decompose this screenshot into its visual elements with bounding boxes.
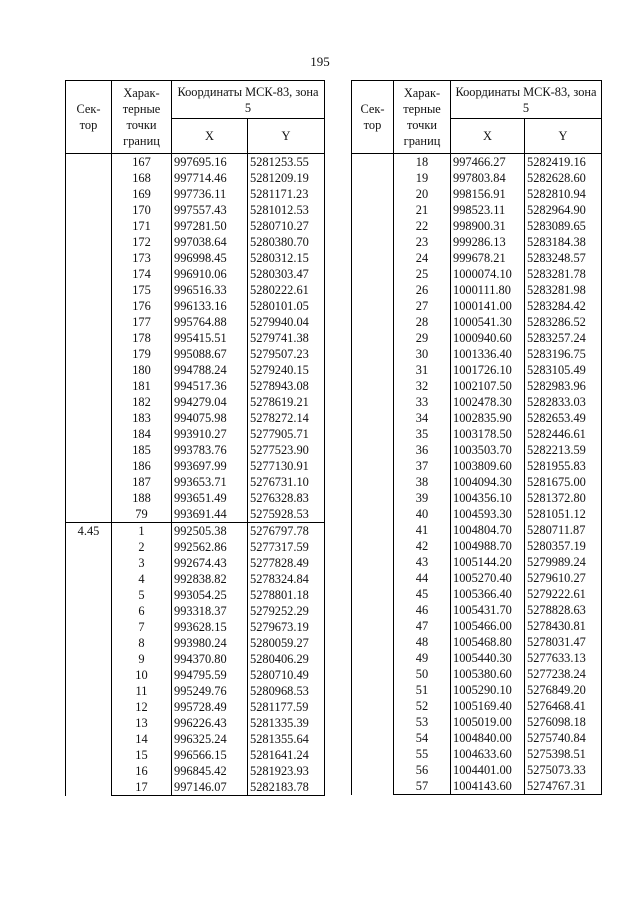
x-coordinate-cell: 994075.98: [172, 410, 248, 426]
y-coordinate-cell: 5282183.78: [248, 779, 325, 796]
y-coordinate-cell: 5276731.10: [248, 474, 325, 490]
y-coordinate-cell: 5279222.61: [525, 586, 602, 602]
point-number-cell: 51: [394, 682, 451, 698]
y-coordinate-cell: 5282964.90: [525, 202, 602, 218]
x-coordinate-cell: 1004401.00: [451, 762, 525, 778]
y-coordinate-cell: 5278324.84: [248, 571, 325, 587]
point-number-cell: 18: [394, 154, 451, 171]
x-coordinate-cell: 993628.15: [172, 619, 248, 635]
point-number-cell: 41: [394, 522, 451, 538]
point-number-cell: 5: [112, 587, 172, 603]
x-coordinate-cell: 995088.67: [172, 346, 248, 362]
x-coordinate-cell: 1005366.40: [451, 586, 525, 602]
point-number-cell: 179: [112, 346, 172, 362]
x-coordinate-cell: 1002107.50: [451, 378, 525, 394]
table-row: [352, 154, 602, 171]
x-coordinate-cell: 994788.24: [172, 362, 248, 378]
x-coordinate-cell: 1005270.40: [451, 570, 525, 586]
header-points: Харак-терные точки границ: [394, 81, 451, 154]
x-coordinate-cell: 998523.11: [451, 202, 525, 218]
y-coordinate-cell: 5279741.38: [248, 330, 325, 346]
y-coordinate-cell: 5278430.81: [525, 618, 602, 634]
point-number-cell: 170: [112, 202, 172, 218]
y-coordinate-cell: 5276328.83: [248, 490, 325, 506]
point-number-cell: 9: [112, 651, 172, 667]
point-number-cell: 178: [112, 330, 172, 346]
y-coordinate-cell: 5281051.12: [525, 506, 602, 522]
point-number-cell: 37: [394, 458, 451, 474]
point-number-cell: 19: [394, 170, 451, 186]
point-number-cell: 12: [112, 699, 172, 715]
y-coordinate-cell: 5281253.55: [248, 154, 325, 171]
y-coordinate-cell: 5282419.16: [525, 154, 602, 171]
y-coordinate-cell: 5277130.91: [248, 458, 325, 474]
y-coordinate-cell: 5280303.47: [248, 266, 325, 282]
point-number-cell: 42: [394, 538, 451, 554]
point-number-cell: 11: [112, 683, 172, 699]
x-coordinate-cell: 996566.15: [172, 747, 248, 763]
point-number-cell: 23: [394, 234, 451, 250]
y-coordinate-cell: 5280710.27: [248, 218, 325, 234]
header-sector: Сек-тор: [352, 81, 394, 154]
point-number-cell: 27: [394, 298, 451, 314]
point-number-cell: 181: [112, 378, 172, 394]
x-coordinate-cell: 1005466.00: [451, 618, 525, 634]
point-number-cell: 57: [394, 778, 451, 795]
x-coordinate-cell: 993691.44: [172, 506, 248, 523]
y-coordinate-cell: 5276468.41: [525, 698, 602, 714]
x-coordinate-cell: 998900.31: [451, 218, 525, 234]
point-number-cell: 32: [394, 378, 451, 394]
point-number-cell: 175: [112, 282, 172, 298]
y-coordinate-cell: 5281209.19: [248, 170, 325, 186]
y-coordinate-cell: 5278828.63: [525, 602, 602, 618]
point-number-cell: 171: [112, 218, 172, 234]
x-coordinate-cell: 993318.37: [172, 603, 248, 619]
x-coordinate-cell: 996133.16: [172, 298, 248, 314]
x-coordinate-cell: 1000141.00: [451, 298, 525, 314]
x-coordinate-cell: 995415.51: [172, 330, 248, 346]
right-table-body: [352, 154, 602, 795]
x-coordinate-cell: 1000074.10: [451, 266, 525, 282]
point-number-cell: 180: [112, 362, 172, 378]
y-coordinate-cell: 5277905.71: [248, 426, 325, 442]
point-number-cell: 29: [394, 330, 451, 346]
point-number-cell: 22: [394, 218, 451, 234]
y-coordinate-cell: 5281012.53: [248, 202, 325, 218]
y-coordinate-cell: 5280357.19: [525, 538, 602, 554]
x-coordinate-cell: 996516.33: [172, 282, 248, 298]
header-x: X: [172, 119, 248, 154]
y-coordinate-cell: 5278943.08: [248, 378, 325, 394]
point-number-cell: 26: [394, 282, 451, 298]
point-number-cell: 184: [112, 426, 172, 442]
x-coordinate-cell: 1002835.90: [451, 410, 525, 426]
y-coordinate-cell: 5277317.59: [248, 539, 325, 555]
y-coordinate-cell: 5280406.29: [248, 651, 325, 667]
point-number-cell: 1: [112, 523, 172, 540]
point-number-cell: 177: [112, 314, 172, 330]
point-number-cell: 53: [394, 714, 451, 730]
point-number-cell: 39: [394, 490, 451, 506]
point-number-cell: 43: [394, 554, 451, 570]
x-coordinate-cell: 1001726.10: [451, 362, 525, 378]
y-coordinate-cell: 5282446.61: [525, 426, 602, 442]
x-coordinate-cell: 1000541.30: [451, 314, 525, 330]
y-coordinate-cell: 5279610.27: [525, 570, 602, 586]
y-coordinate-cell: 5283248.57: [525, 250, 602, 266]
x-coordinate-cell: 997736.11: [172, 186, 248, 202]
x-coordinate-cell: 1005144.20: [451, 554, 525, 570]
y-coordinate-cell: 5283184.38: [525, 234, 602, 250]
header-sector: Сек-тор: [66, 81, 112, 154]
y-coordinate-cell: 5280710.49: [248, 667, 325, 683]
x-coordinate-cell: 1005468.80: [451, 634, 525, 650]
y-coordinate-cell: 5280312.15: [248, 250, 325, 266]
y-coordinate-cell: 5281923.93: [248, 763, 325, 779]
x-coordinate-cell: 1005290.10: [451, 682, 525, 698]
header-x: X: [451, 119, 525, 154]
point-number-cell: 174: [112, 266, 172, 282]
point-number-cell: 13: [112, 715, 172, 731]
y-coordinate-cell: 5279240.15: [248, 362, 325, 378]
x-coordinate-cell: 994279.04: [172, 394, 248, 410]
x-coordinate-cell: 997695.16: [172, 154, 248, 171]
point-number-cell: 172: [112, 234, 172, 250]
x-coordinate-cell: 993653.71: [172, 474, 248, 490]
point-number-cell: 10: [112, 667, 172, 683]
x-coordinate-cell: 997281.50: [172, 218, 248, 234]
header-points: Харак-терные точки границ: [112, 81, 172, 154]
x-coordinate-cell: 993651.49: [172, 490, 248, 506]
point-number-cell: 185: [112, 442, 172, 458]
x-coordinate-cell: 994370.80: [172, 651, 248, 667]
point-number-cell: 48: [394, 634, 451, 650]
point-number-cell: 8: [112, 635, 172, 651]
header-y: Y: [248, 119, 325, 154]
y-coordinate-cell: 5282983.96: [525, 378, 602, 394]
x-coordinate-cell: 1004593.30: [451, 506, 525, 522]
y-coordinate-cell: 5276098.18: [525, 714, 602, 730]
x-coordinate-cell: 999286.13: [451, 234, 525, 250]
y-coordinate-cell: 5275398.51: [525, 746, 602, 762]
y-coordinate-cell: 5281355.64: [248, 731, 325, 747]
left-table-body: [66, 154, 325, 796]
x-coordinate-cell: 992562.86: [172, 539, 248, 555]
x-coordinate-cell: 996325.24: [172, 731, 248, 747]
header-y: Y: [525, 119, 602, 154]
x-coordinate-cell: 1004804.70: [451, 522, 525, 538]
y-coordinate-cell: 5279989.24: [525, 554, 602, 570]
y-coordinate-cell: 5276849.20: [525, 682, 602, 698]
y-coordinate-cell: 5278031.47: [525, 634, 602, 650]
point-number-cell: 183: [112, 410, 172, 426]
x-coordinate-cell: 1005169.40: [451, 698, 525, 714]
point-number-cell: 20: [394, 186, 451, 202]
point-number-cell: 50: [394, 666, 451, 682]
x-coordinate-cell: 1002478.30: [451, 394, 525, 410]
x-coordinate-cell: 997466.27: [451, 154, 525, 171]
y-coordinate-cell: 5283286.52: [525, 314, 602, 330]
y-coordinate-cell: 5275740.84: [525, 730, 602, 746]
point-number-cell: 2: [112, 539, 172, 555]
point-number-cell: 17: [112, 779, 172, 796]
x-coordinate-cell: 1004633.60: [451, 746, 525, 762]
y-coordinate-cell: 5281177.59: [248, 699, 325, 715]
x-coordinate-cell: 996998.45: [172, 250, 248, 266]
point-number-cell: 34: [394, 410, 451, 426]
x-coordinate-cell: 1004988.70: [451, 538, 525, 554]
y-coordinate-cell: 5283281.78: [525, 266, 602, 282]
y-coordinate-cell: 5282833.03: [525, 394, 602, 410]
point-number-cell: 169: [112, 186, 172, 202]
x-coordinate-cell: 1005380.60: [451, 666, 525, 682]
x-coordinate-cell: 997146.07: [172, 779, 248, 796]
y-coordinate-cell: 5280711.87: [525, 522, 602, 538]
x-coordinate-cell: 995728.49: [172, 699, 248, 715]
y-coordinate-cell: 5282653.49: [525, 410, 602, 426]
y-coordinate-cell: 5277828.49: [248, 555, 325, 571]
x-coordinate-cell: 994517.36: [172, 378, 248, 394]
y-coordinate-cell: 5283105.49: [525, 362, 602, 378]
y-coordinate-cell: 5282213.59: [525, 442, 602, 458]
x-coordinate-cell: 995764.88: [172, 314, 248, 330]
y-coordinate-cell: 5275073.33: [525, 762, 602, 778]
point-number-cell: 176: [112, 298, 172, 314]
x-coordinate-cell: 1000940.60: [451, 330, 525, 346]
point-number-cell: 79: [112, 506, 172, 523]
sector-cell: [352, 154, 394, 795]
y-coordinate-cell: 5281335.39: [248, 715, 325, 731]
point-number-cell: 30: [394, 346, 451, 362]
point-number-cell: 38: [394, 474, 451, 490]
x-coordinate-cell: 997714.46: [172, 170, 248, 186]
sector-cell: [66, 154, 112, 523]
y-coordinate-cell: 5278801.18: [248, 587, 325, 603]
point-number-cell: 36: [394, 442, 451, 458]
point-number-cell: 168: [112, 170, 172, 186]
x-coordinate-cell: 993697.99: [172, 458, 248, 474]
x-coordinate-cell: 997803.84: [451, 170, 525, 186]
y-coordinate-cell: 5283089.65: [525, 218, 602, 234]
x-coordinate-cell: 996845.42: [172, 763, 248, 779]
coordinates-table-left: [65, 80, 325, 796]
x-coordinate-cell: 992674.43: [172, 555, 248, 571]
x-coordinate-cell: 994795.59: [172, 667, 248, 683]
y-coordinate-cell: 5281641.24: [248, 747, 325, 763]
point-number-cell: 55: [394, 746, 451, 762]
y-coordinate-cell: 5279507.23: [248, 346, 325, 362]
header-coords: Координаты МСК-83, зона 5: [172, 81, 325, 119]
point-number-cell: 56: [394, 762, 451, 778]
x-coordinate-cell: 1004840.00: [451, 730, 525, 746]
point-number-cell: 45: [394, 586, 451, 602]
point-number-cell: 44: [394, 570, 451, 586]
y-coordinate-cell: 5283284.42: [525, 298, 602, 314]
y-coordinate-cell: 5281372.80: [525, 490, 602, 506]
y-coordinate-cell: 5277633.13: [525, 650, 602, 666]
x-coordinate-cell: 993980.24: [172, 635, 248, 651]
x-coordinate-cell: 993054.25: [172, 587, 248, 603]
x-coordinate-cell: 1003503.70: [451, 442, 525, 458]
point-number-cell: 24: [394, 250, 451, 266]
x-coordinate-cell: 996910.06: [172, 266, 248, 282]
point-number-cell: 188: [112, 490, 172, 506]
point-number-cell: 49: [394, 650, 451, 666]
point-number-cell: 52: [394, 698, 451, 714]
point-number-cell: 167: [112, 154, 172, 171]
y-coordinate-cell: 5283196.75: [525, 346, 602, 362]
x-coordinate-cell: 995249.76: [172, 683, 248, 699]
point-number-cell: 16: [112, 763, 172, 779]
point-number-cell: 25: [394, 266, 451, 282]
y-coordinate-cell: 5282810.94: [525, 186, 602, 202]
point-number-cell: 182: [112, 394, 172, 410]
point-number-cell: 35: [394, 426, 451, 442]
y-coordinate-cell: 5281955.83: [525, 458, 602, 474]
point-number-cell: 14: [112, 731, 172, 747]
table-row: [66, 154, 325, 171]
y-coordinate-cell: 5279673.19: [248, 619, 325, 635]
y-coordinate-cell: 5278272.14: [248, 410, 325, 426]
point-number-cell: 47: [394, 618, 451, 634]
point-number-cell: 46: [394, 602, 451, 618]
sector-cell: 4.45: [66, 523, 112, 796]
y-coordinate-cell: 5280222.61: [248, 282, 325, 298]
y-coordinate-cell: 5283257.24: [525, 330, 602, 346]
point-number-cell: 173: [112, 250, 172, 266]
x-coordinate-cell: 993910.27: [172, 426, 248, 442]
x-coordinate-cell: 1004094.30: [451, 474, 525, 490]
point-number-cell: 186: [112, 458, 172, 474]
point-number-cell: 54: [394, 730, 451, 746]
point-number-cell: 33: [394, 394, 451, 410]
y-coordinate-cell: 5275928.53: [248, 506, 325, 523]
y-coordinate-cell: 5277238.24: [525, 666, 602, 682]
x-coordinate-cell: 997038.64: [172, 234, 248, 250]
x-coordinate-cell: 1004356.10: [451, 490, 525, 506]
x-coordinate-cell: 1001336.40: [451, 346, 525, 362]
x-coordinate-cell: 992838.82: [172, 571, 248, 587]
x-coordinate-cell: 996226.43: [172, 715, 248, 731]
point-number-cell: 3: [112, 555, 172, 571]
x-coordinate-cell: 1003809.60: [451, 458, 525, 474]
x-coordinate-cell: 993783.76: [172, 442, 248, 458]
point-number-cell: 21: [394, 202, 451, 218]
coordinates-table-right: [351, 80, 602, 795]
y-coordinate-cell: 5279940.04: [248, 314, 325, 330]
x-coordinate-cell: 997557.43: [172, 202, 248, 218]
y-coordinate-cell: 5280101.05: [248, 298, 325, 314]
point-number-cell: 28: [394, 314, 451, 330]
point-number-cell: 187: [112, 474, 172, 490]
x-coordinate-cell: 1005431.70: [451, 602, 525, 618]
y-coordinate-cell: 5281171.23: [248, 186, 325, 202]
table-row: [66, 523, 325, 540]
x-coordinate-cell: 1000111.80: [451, 282, 525, 298]
header-coords: Координаты МСК-83, зона 5: [451, 81, 602, 119]
y-coordinate-cell: 5280380.70: [248, 234, 325, 250]
x-coordinate-cell: 1005440.30: [451, 650, 525, 666]
x-coordinate-cell: 992505.38: [172, 523, 248, 540]
point-number-cell: 40: [394, 506, 451, 522]
x-coordinate-cell: 1005019.00: [451, 714, 525, 730]
point-number-cell: 6: [112, 603, 172, 619]
x-coordinate-cell: 1003178.50: [451, 426, 525, 442]
y-coordinate-cell: 5280059.27: [248, 635, 325, 651]
x-coordinate-cell: 1004143.60: [451, 778, 525, 795]
y-coordinate-cell: 5279252.29: [248, 603, 325, 619]
x-coordinate-cell: 999678.21: [451, 250, 525, 266]
x-coordinate-cell: 998156.91: [451, 186, 525, 202]
y-coordinate-cell: 5280968.53: [248, 683, 325, 699]
y-coordinate-cell: 5282628.60: [525, 170, 602, 186]
y-coordinate-cell: 5283281.98: [525, 282, 602, 298]
y-coordinate-cell: 5281675.00: [525, 474, 602, 490]
y-coordinate-cell: 5277523.90: [248, 442, 325, 458]
point-number-cell: 15: [112, 747, 172, 763]
point-number-cell: 7: [112, 619, 172, 635]
y-coordinate-cell: 5276797.78: [248, 523, 325, 540]
point-number-cell: 4: [112, 571, 172, 587]
page-number: 195: [310, 54, 330, 69]
point-number-cell: 31: [394, 362, 451, 378]
y-coordinate-cell: 5274767.31: [525, 778, 602, 795]
y-coordinate-cell: 5278619.21: [248, 394, 325, 410]
